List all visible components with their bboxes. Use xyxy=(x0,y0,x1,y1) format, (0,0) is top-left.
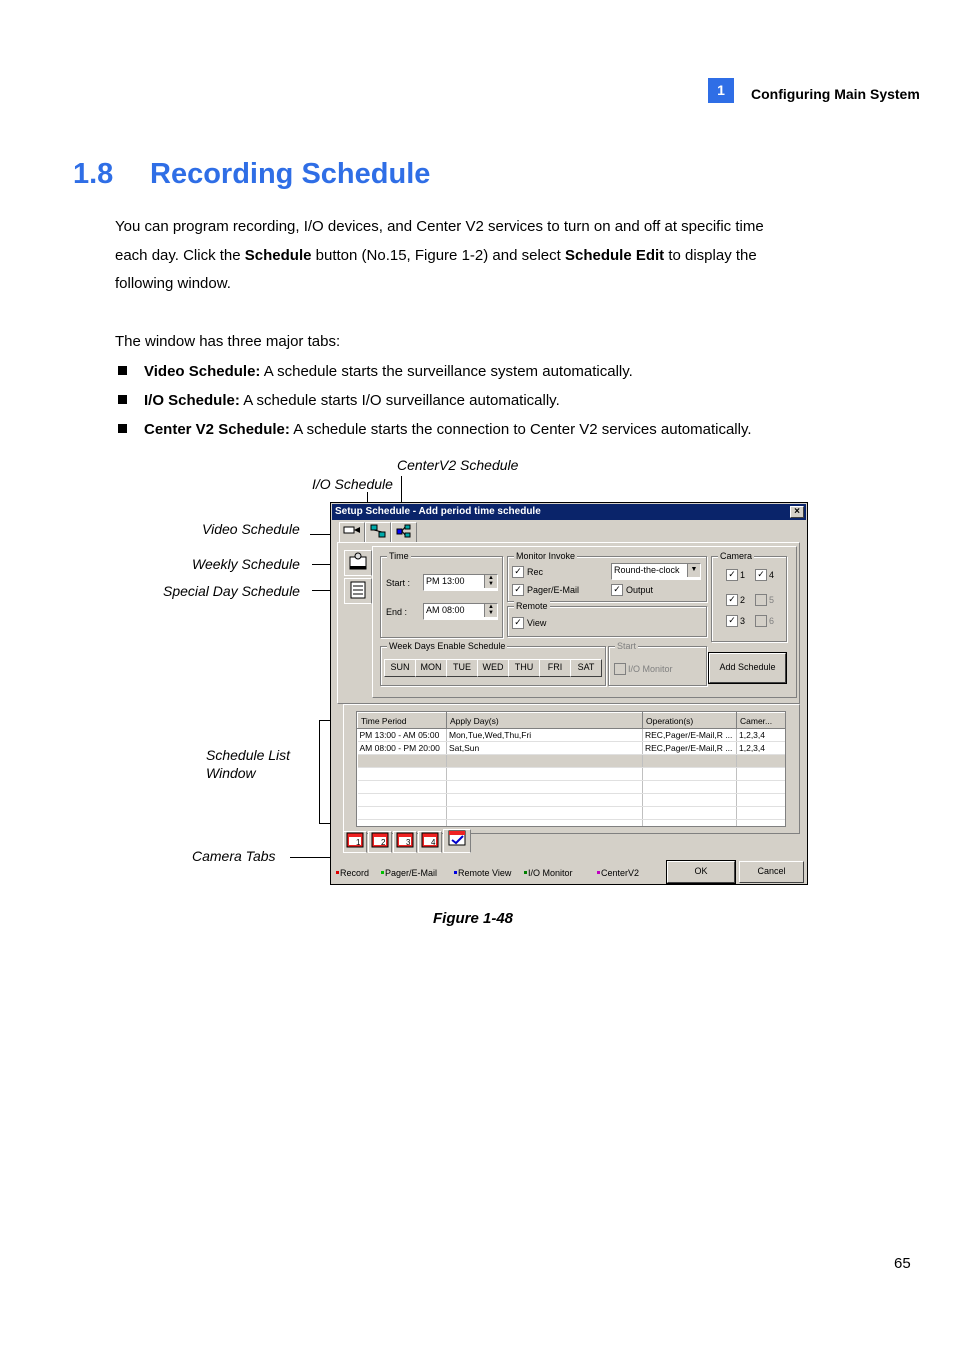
schedule-list-table xyxy=(356,711,786,827)
camera-4-checkbox[interactable]: ✓ xyxy=(755,569,767,581)
svg-text:3: 3 xyxy=(406,838,411,847)
end-label: End : xyxy=(386,607,408,617)
tab-centerv2-schedule[interactable] xyxy=(391,522,417,544)
legend-dot xyxy=(381,871,384,874)
camera-2-checkbox[interactable]: ✓ xyxy=(726,594,738,606)
day-button-wed[interactable]: WED xyxy=(477,659,509,677)
camera-3-checkbox[interactable]: ✓ xyxy=(726,615,738,627)
rec-checkbox[interactable]: ✓ xyxy=(512,566,524,578)
table-row[interactable]: PM 13:00 - AM 05:00 Mon,Tue,Wed,Thu,Fri REC,Pager/E-Mail,R ... 1,2,3,4 xyxy=(358,729,786,742)
svg-text:4: 4 xyxy=(431,838,436,847)
callout-special: Special Day Schedule xyxy=(163,583,300,599)
camera-2-label: 2 xyxy=(740,595,746,605)
camera-3-label: 3 xyxy=(740,616,746,626)
callout-weekly: Weekly Schedule xyxy=(192,556,300,572)
legend-dot xyxy=(524,871,527,874)
start-time-input[interactable]: PM 13:00 ▲ ▼ xyxy=(423,574,498,591)
remote-group: Remote xyxy=(507,606,707,637)
table-row-empty xyxy=(358,794,786,807)
camera-5-checkbox xyxy=(755,594,767,606)
io-network-icon xyxy=(368,523,388,539)
weekday-buttons xyxy=(384,659,602,675)
io-monitor-label: I/O Monitor xyxy=(628,664,673,674)
spin-arrows-icon[interactable]: ▲ ▼ xyxy=(484,604,497,617)
start-label: Start : xyxy=(386,578,411,588)
callout-video: Video Schedule xyxy=(202,521,300,537)
camera-group: Camera xyxy=(711,556,787,642)
tab-special-day-schedule[interactable] xyxy=(344,578,372,604)
spin-arrows-icon[interactable]: ▲ ▼ xyxy=(484,575,497,588)
camera-monitor-icon xyxy=(396,832,414,848)
svg-text:2: 2 xyxy=(381,838,386,847)
close-button[interactable]: × xyxy=(790,506,804,518)
chapter-title: Configuring Main System xyxy=(751,86,920,102)
intro-line-3: following window. xyxy=(115,275,231,292)
cancel-button[interactable]: Cancel xyxy=(739,861,804,883)
table-row-empty xyxy=(358,768,786,781)
weekly-calendar-icon xyxy=(347,551,369,573)
weekdays-group: Week Days Enable Schedule xyxy=(380,646,606,686)
start-group: Start xyxy=(608,646,707,686)
day-button-thu[interactable]: THU xyxy=(508,659,540,677)
table-row[interactable]: AM 08:00 - PM 20:00 Sat,Sun REC,Pager/E-Mail,R ... 1,2,3,4 xyxy=(358,742,786,755)
legend-pager: Pager/E-Mail xyxy=(381,868,437,878)
day-button-mon[interactable]: MON xyxy=(415,659,447,677)
tab-video-schedule[interactable] xyxy=(339,522,365,544)
table-row-empty xyxy=(358,781,786,794)
bullet-centerv2: Center V2 Schedule: A schedule starts the connection to Center V2 services automatically. xyxy=(118,421,752,438)
table-header-row xyxy=(358,713,786,729)
special-day-calendar-icon xyxy=(347,579,369,601)
time-group: Time xyxy=(380,556,503,638)
legend-record: Record xyxy=(336,868,369,878)
add-schedule-button[interactable]: Add Schedule xyxy=(709,653,786,683)
pager-checkbox[interactable]: ✓ xyxy=(512,584,524,596)
callout-io: I/O Schedule xyxy=(312,476,393,492)
centerv2-network-icon xyxy=(394,523,414,539)
end-time-input[interactable]: AM 08:00 ▲ ▼ xyxy=(423,603,498,620)
camera-4-label: 4 xyxy=(769,570,775,580)
camera-tab-all[interactable] xyxy=(443,829,471,853)
table-row-empty xyxy=(358,807,786,820)
camera-tab-1[interactable] xyxy=(343,831,367,853)
mode-select[interactable]: Round-the-clock ▼ xyxy=(611,563,701,580)
camera-monitor-icon xyxy=(346,832,364,848)
section-title: Recording Schedule xyxy=(150,158,431,190)
bullet-video: Video Schedule: A schedule starts the surveillance system automatically. xyxy=(118,363,633,380)
table-row-empty xyxy=(358,820,786,828)
view-checkbox[interactable]: ✓ xyxy=(512,617,524,629)
callout-centerv2: CenterV2 Schedule xyxy=(397,457,519,473)
video-camera-icon xyxy=(342,523,362,537)
intro-line-2: each day. Click the Schedule button (No.15, Figure 1-2) and select Schedule Edit to display the xyxy=(115,246,757,264)
callout-list-1: Schedule List xyxy=(206,747,291,763)
day-button-tue[interactable]: TUE xyxy=(446,659,478,677)
chapter-badge: 1 xyxy=(708,78,734,103)
pager-label: Pager/E-Mail xyxy=(527,585,580,595)
rec-label: Rec xyxy=(527,567,544,577)
bullet-io: I/O Schedule: A schedule starts I/O surveillance automatically. xyxy=(118,392,560,409)
camera-1-label: 1 xyxy=(740,570,746,580)
table-row-empty xyxy=(358,755,786,768)
io-monitor-checkbox xyxy=(614,663,626,675)
svg-text:1: 1 xyxy=(356,838,361,847)
column-header[interactable]: Apply Day(s) xyxy=(447,713,643,729)
output-checkbox[interactable]: ✓ xyxy=(611,584,623,596)
column-header[interactable]: Camer... xyxy=(737,713,786,729)
chevron-down-icon[interactable]: ▼ xyxy=(687,564,700,577)
legend-dot xyxy=(336,871,339,874)
tab-io-schedule[interactable] xyxy=(365,522,391,544)
day-button-sat[interactable]: SAT xyxy=(570,659,602,677)
tabs-intro: The window has three major tabs: xyxy=(115,333,341,350)
section-number: 1.8 xyxy=(73,158,114,190)
day-button-fri[interactable]: FRI xyxy=(539,659,571,677)
camera-tab-3[interactable] xyxy=(393,831,417,853)
callout-list-2: Window xyxy=(206,765,256,781)
page-number: 65 xyxy=(894,1255,911,1272)
legend-dot xyxy=(454,871,457,874)
output-label: Output xyxy=(626,585,654,595)
ok-button[interactable]: OK xyxy=(667,861,735,883)
all-cameras-icon xyxy=(448,830,466,846)
camera-6-checkbox xyxy=(755,615,767,627)
monitor-invoke-group: Monitor Invoke xyxy=(507,556,707,602)
legend-io-monitor: I/O Monitor xyxy=(524,868,573,878)
legend-dot xyxy=(597,871,600,874)
leader-line xyxy=(319,720,320,824)
legend-centerv2: CenterV2 xyxy=(597,868,639,878)
callout-camera-tabs: Camera Tabs xyxy=(192,848,276,864)
intro-paragraph xyxy=(115,213,835,299)
camera-5-label: 5 xyxy=(769,595,775,605)
camera-tab-4[interactable] xyxy=(418,831,442,853)
day-button-sun[interactable]: SUN xyxy=(384,659,416,677)
camera-6-label: 6 xyxy=(769,616,775,626)
view-label: View xyxy=(527,618,547,628)
intro-line-1: You can program recording, I/O devices, and Center V2 services to turn on and off at specific time xyxy=(115,218,764,235)
tab-weekly-schedule[interactable] xyxy=(344,550,372,576)
column-header[interactable]: Time Period xyxy=(358,713,447,729)
legend-remote-view: Remote View xyxy=(454,868,511,878)
camera-tab-2[interactable] xyxy=(368,831,392,853)
camera-monitor-icon xyxy=(371,832,389,848)
figure-caption: Figure 1-48 xyxy=(433,910,514,927)
column-header[interactable]: Operation(s) xyxy=(643,713,737,729)
camera-monitor-icon xyxy=(421,832,439,848)
window-titlebar: Setup Schedule - Add period time schedule × xyxy=(332,504,806,520)
camera-1-checkbox[interactable]: ✓ xyxy=(726,569,738,581)
